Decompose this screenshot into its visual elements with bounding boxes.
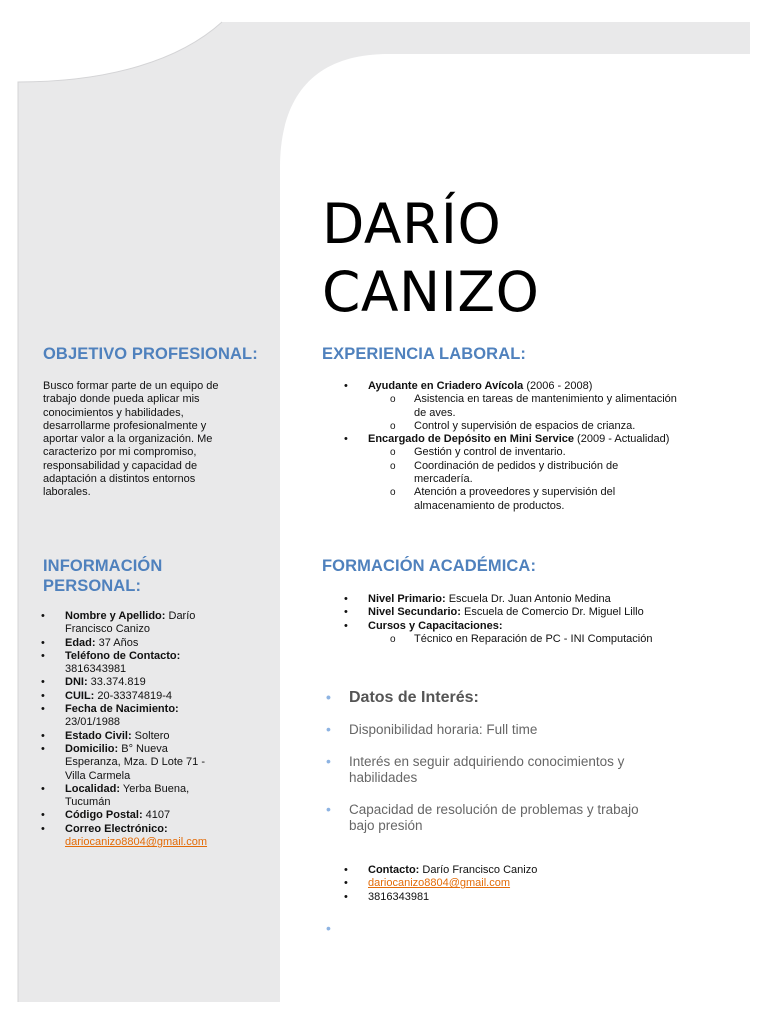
list-item: • 3816343981 [322, 891, 742, 904]
first-name: DARÍO [322, 192, 502, 256]
last-name: CANIZO [322, 260, 540, 324]
list-item: • DNI: 33.374.819 [19, 676, 273, 689]
contact-section [322, 864, 742, 904]
list-item: • CUIL: 20-33374819-4 [19, 690, 273, 703]
list-item: o Coordinación de pedidos y distribución de mercadería. [368, 460, 742, 487]
list-item: • Cursos y Capacitaciones: o Técnico en Reparación de PC - INI Computación [322, 620, 742, 647]
list-item: • Disponibilidad horaria: Full time [322, 722, 742, 738]
list-item: o Asistencia en tareas de mantenimiento y alimentación de aves. [368, 393, 742, 420]
list-item: • Interés en seguir adquiriendo conocimientos y habilidades [322, 754, 742, 786]
objective-heading: OBJETIVO PROFESIONAL: [43, 345, 258, 363]
list-item: • Edad: 37 Años [19, 637, 273, 650]
list-item: o Gestión y control de inventario. [368, 446, 742, 459]
list-item: • Contacto: Darío Francisco Canizo [322, 864, 742, 877]
list-item: • Ayudante en Criadero Avícola (2006 - 2008) o Asistencia en tareas de mantenimiento y alimentación de aves. o Control y supervisión de espacios de crianza. [322, 380, 742, 433]
list-item: • Nombre y Apellido: Darío Francisco Canizo [19, 610, 273, 637]
experience-section [322, 344, 742, 513]
interests-heading: • Datos de Interés: [322, 688, 742, 708]
list-item: • Domicilio: B° Nueva Esperanza, Mza. D Lote 71 - Villa Carmela [19, 743, 273, 783]
education-heading: FORMACIÓN ACADÉMICA: [322, 557, 537, 575]
personal-heading: INFORMACIÓN PERSONAL: [43, 557, 163, 595]
contact-email-link[interactable]: dariocanizo8804@gmail.com [368, 877, 511, 890]
list-item: • Capacidad de resolución de problemas y trabajo bajo presión [322, 802, 742, 834]
education-section [322, 556, 742, 646]
task-list [368, 446, 742, 512]
list-item: o Atención a proveedores y supervisión del almacenamiento de productos. [368, 486, 742, 513]
list-item: • Teléfono de Contacto: 3816343981 [19, 650, 273, 677]
objective-section [43, 344, 273, 500]
personal-section [43, 556, 273, 849]
name-block [322, 190, 539, 326]
list-item: • Encargado de Depósito en Mini Service (2009 - Actualidad) o Gestión y control de inventario. o Coordinación de pedidos y distribución de mercadería. o Atención a proveedores y supervisión del almacenamiento de productos. [322, 433, 742, 513]
list-item [322, 877, 742, 890]
list-item: • Fecha de Nacimiento: 23/01/1988 [19, 703, 273, 730]
education-list [322, 593, 742, 646]
empty-bullet: • [326, 920, 331, 936]
email-link[interactable]: dariocanizo8804@gmail.com [65, 836, 208, 849]
experience-heading: EXPERIENCIA LABORAL: [322, 345, 526, 363]
list-item: • Nivel Secundario: Escuela de Comercio Dr. Miguel Lillo [322, 606, 742, 619]
objective-text: Busco formar parte de un equipo de trabajo donde pueda aplicar mis conocimientos y habilidades, desarrollarme profesionalmente y aportar valor a la organización. Me caracterizo por mi compromiso, responsabilidad y capacidad de adaptación a distintos entornos laborales. [43, 380, 219, 499]
experience-list [322, 380, 742, 513]
list-item: • Código Postal: 4107 [19, 809, 273, 822]
list-item: • Localidad: Yerba Buena, Tucumán [19, 783, 273, 810]
list-item: • Correo Electrónico: dariocanizo8804@gmail.com [19, 823, 273, 850]
personal-list [19, 610, 273, 849]
list-item: o Control y supervisión de espacios de crianza. [368, 420, 742, 433]
contact-list [322, 864, 742, 904]
list-item: • Estado Civil: Soltero [19, 730, 273, 743]
interests-section [322, 688, 742, 834]
list-item: o Técnico en Reparación de PC - INI Computación [368, 633, 742, 646]
course-list [368, 633, 742, 646]
list-item: • Nivel Primario: Escuela Dr. Juan Antonio Medina [322, 593, 742, 606]
task-list [368, 393, 742, 433]
